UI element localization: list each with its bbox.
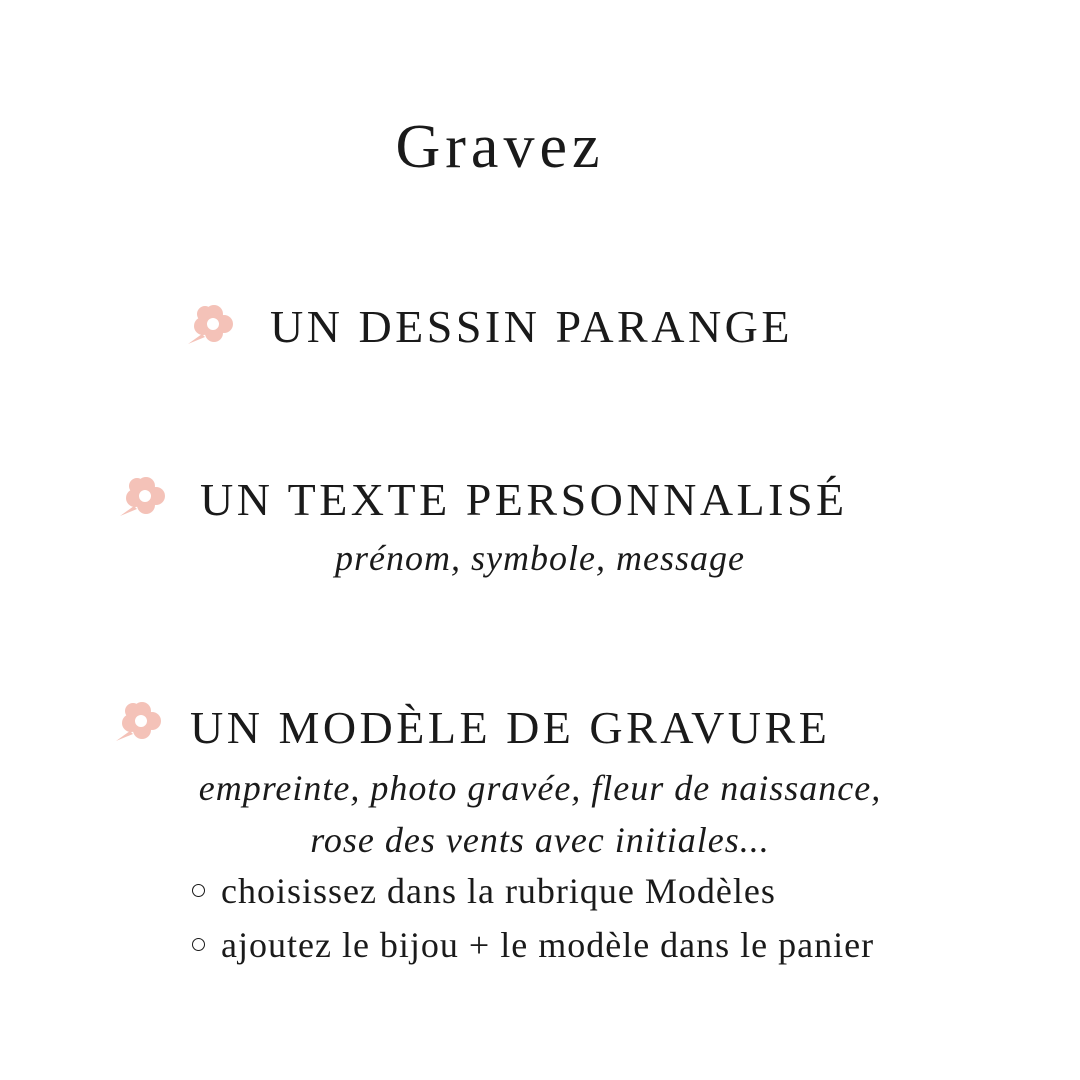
heading-dessin: UN DESSIN PARANGE: [270, 301, 793, 352]
list-item: choisissez dans la rubrique Modèles: [192, 873, 776, 909]
subtitle-modele-line-2: rose des vents avec initiales...: [310, 820, 770, 860]
flower-icon: [114, 697, 162, 745]
flower-icon: [186, 300, 234, 348]
bullet-circle-icon: [192, 884, 205, 897]
list-item: ajoutez le bijou + le modèle dans le panier: [192, 927, 874, 963]
flower-icon: [118, 472, 166, 520]
heading-texte: UN TEXTE PERSONNALISÉ: [200, 474, 848, 525]
heading-modele: UN MODÈLE DE GRAVURE: [190, 702, 831, 753]
page-title: Gravez: [395, 113, 605, 181]
bullet-circle-icon: [192, 938, 205, 951]
subtitle-texte: prénom, symbole, message: [335, 538, 745, 578]
subtitle-modele-line-1: empreinte, photo gravée, fleur de naissance,: [198, 768, 882, 808]
